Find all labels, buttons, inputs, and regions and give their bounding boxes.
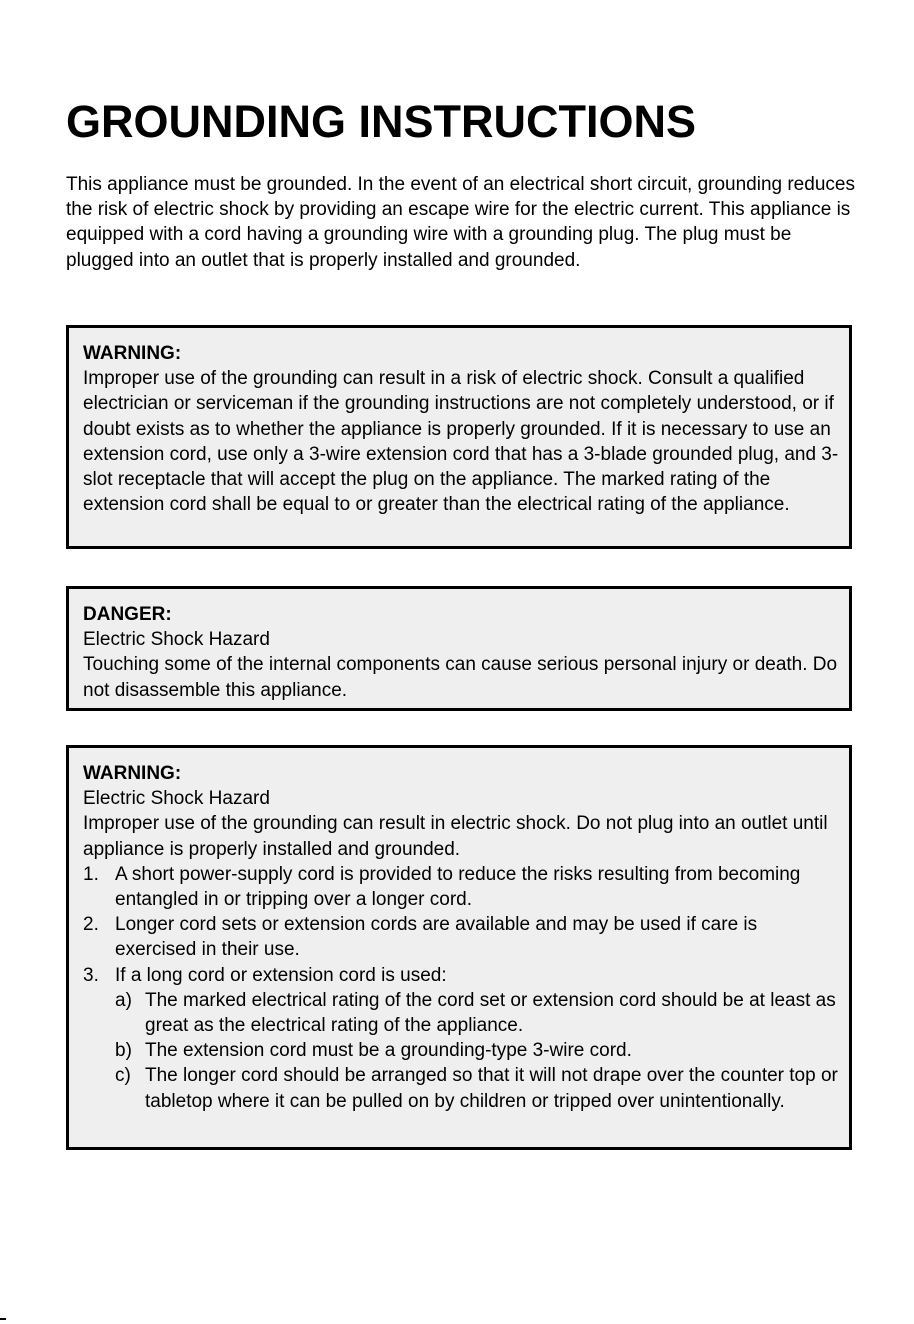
warning-body: Improper use of the grounding can result in electric shock. Do not plug into an outlet until appliance is properly installed and grounded. bbox=[83, 813, 828, 860]
sub-list-item-text: The longer cord should be arranged so that it will not drape over the counter top or tabletop where it can be pulled on by children or tripped over unintentionally. bbox=[145, 1065, 838, 1112]
warning-heading: WARNING: bbox=[83, 763, 182, 784]
sub-list-marker: c) bbox=[115, 1065, 131, 1087]
danger-box bbox=[66, 586, 852, 711]
sub-list-item bbox=[115, 988, 840, 1038]
warning-heading: WARNING: bbox=[83, 343, 182, 364]
intro-paragraph: This appliance must be grounded. In the event of an electrical short circuit, grounding reduces the risk of electric shock by providing an escape wire for the electric current. This appliance is equipped with a cord having a grounding wire with a grounding plug. The plug must be plugged into an outlet that is properly installed and grounded. bbox=[66, 174, 855, 271]
shock-warning-box bbox=[66, 745, 852, 1150]
sub-list bbox=[115, 988, 840, 1114]
list-item bbox=[83, 963, 840, 1114]
danger-heading: DANGER: bbox=[83, 604, 172, 625]
instruction-list bbox=[83, 862, 840, 1114]
danger-subheading: Electric Shock Hazard bbox=[83, 629, 270, 651]
sub-list-marker: b) bbox=[115, 1040, 132, 1062]
list-item-text: If a long cord or extension cord is used: bbox=[115, 964, 447, 986]
grounding-warning-box bbox=[66, 325, 852, 549]
list-item-text: Longer cord sets or extension cords are available and may be used if care is exercised in their use. bbox=[115, 914, 758, 961]
danger-body: Touching some of the internal components can cause serious personal injury or death. Do not disassemble this appliance. bbox=[83, 654, 838, 701]
list-item bbox=[83, 862, 840, 912]
warning-subheading: Electric Shock Hazard bbox=[83, 788, 270, 810]
sub-list-item-text: The marked electrical rating of the cord set or extension cord should be at least as great as the electrical rating of the appliance. bbox=[145, 989, 836, 1037]
sub-list-item bbox=[115, 1063, 840, 1113]
list-item bbox=[83, 912, 840, 962]
list-marker: 3. bbox=[83, 964, 99, 986]
sub-list-marker: a) bbox=[115, 989, 132, 1011]
list-marker: 2. bbox=[83, 914, 99, 936]
list-item-text: A short power-supply cord is provided to reduce the risks resulting from becoming entangled in or tripping over a longer cord. bbox=[115, 863, 801, 911]
page-title: GROUNDING INSTRUCTIONS bbox=[66, 96, 696, 147]
sub-list-item-text: The extension cord must be a grounding-type 3-wire cord. bbox=[145, 1040, 632, 1062]
sub-list-item bbox=[115, 1038, 840, 1063]
warning-body: Improper use of the grounding can result in a risk of electric shock. Consult a qualified electrician or serviceman if the grounding instructions are not completely understood, or if doubt exists as to whether the appliance is properly grounded. If it is necessary to use an extension cord, use only a 3-wire extension cord that has a 3-blade grounded plug, and 3-slot receptacle that will accept the plug on the appliance. The marked rating of the extension cord shall be equal to or greater than the electrical rating of the appliance. bbox=[83, 368, 839, 516]
list-marker: 1. bbox=[83, 863, 99, 885]
page-edge-mark bbox=[0, 1318, 6, 1320]
